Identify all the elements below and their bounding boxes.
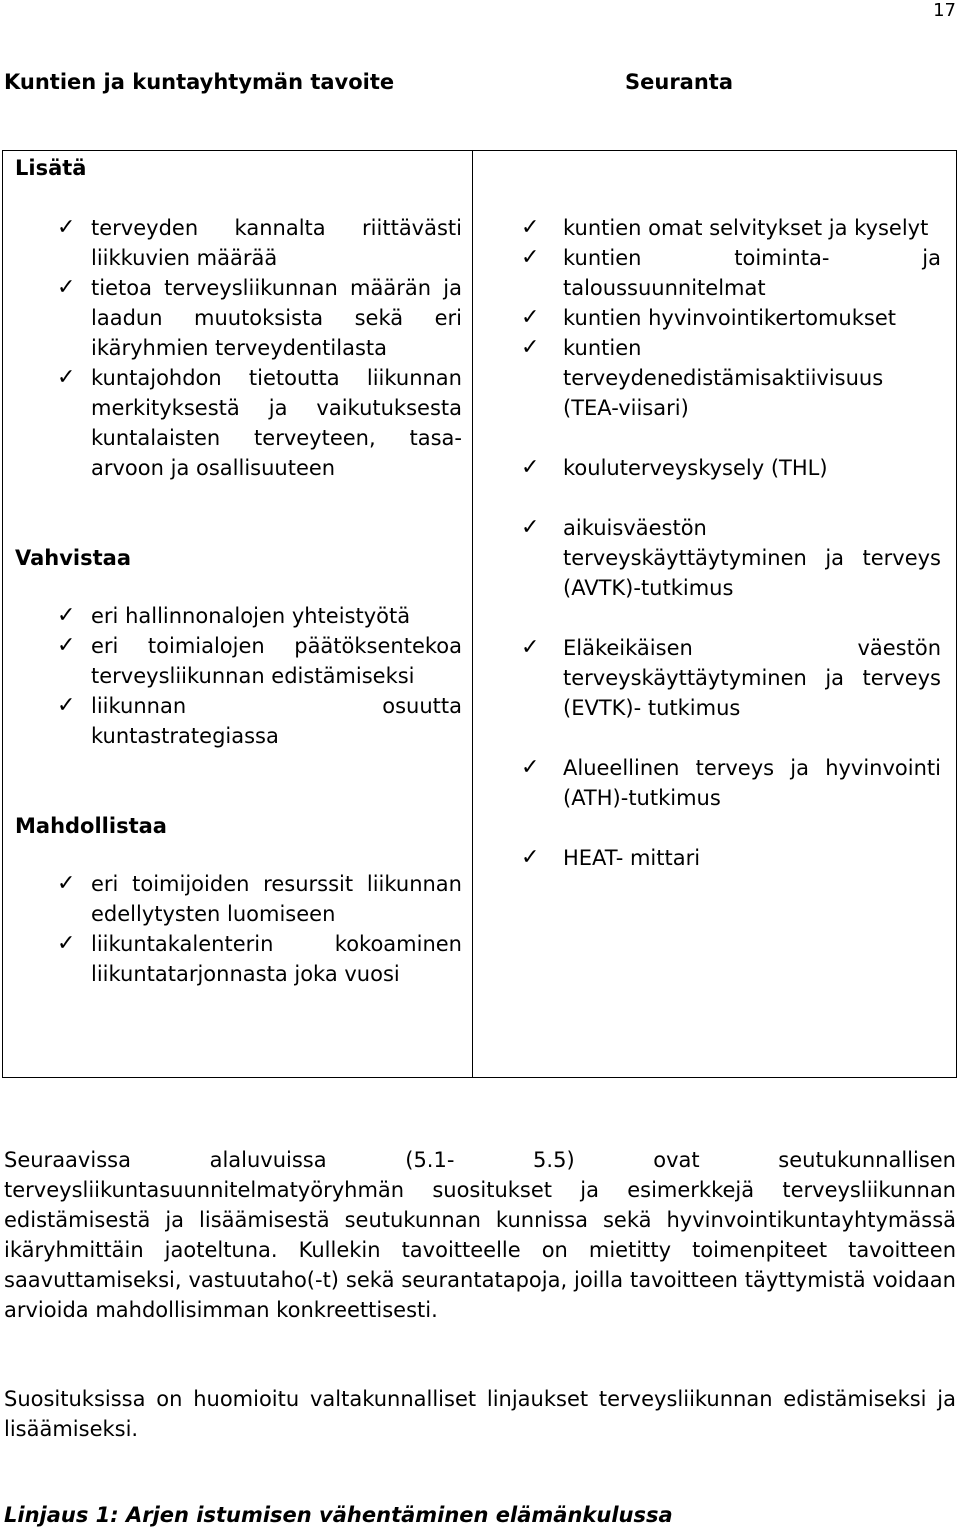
check-icon: ✓ (57, 603, 76, 628)
lisata-list (15, 213, 462, 483)
check-icon: ✓ (521, 215, 540, 240)
list-item: ✓ HEAT- mittari (521, 843, 941, 873)
check-icon: ✓ (57, 693, 76, 718)
section-title-mahdollistaa: Mahdollistaa (15, 814, 167, 838)
check-icon: ✓ (521, 845, 540, 870)
list-item: ✓ kuntajohdon tietoutta liikunnan merkityksestä ja vaikutuksesta kuntalaisten terveyteen, tasa-arvoon ja osallisuuteen (57, 365, 462, 480)
body-paragraph: Seuraavissa alaluvuissa (5.1- 5.5) ovat seutukunnallisen terveysliikuntasuunnitelmatyöryhmän suositukset ja esimerkkejä terveysliikunnan edistämisestä ja lisäämisestä seutukunnan kunnissa sekä hyvinvointikuntayhtymässä ikäryhmittäin jaoteltuna. Kullekin tavoitteelle on mietitty toimenpiteet tavoitteen saavuttamiseksi, vastuutaho(-t) sekä seurantatapoja, joilla tavoitteen täyttymistä voidaan arvioida mahdollisimman konkreettisesti. (4, 1148, 956, 1322)
vahvistaa-list (15, 601, 462, 751)
list-item: ✓ kouluterveyskysely (THL) (521, 453, 941, 483)
list-item: ✓ Alueellinen terveys ja hyvinvointi (ATH)-tutkimus (521, 755, 941, 810)
check-icon: ✓ (57, 365, 76, 390)
list-item: ✓ kuntien omat selvitykset ja kyselyt (521, 213, 941, 243)
list-item: ✓ kuntien terveydenedistämisaktiivisuus (TEA-viisari) (521, 335, 884, 420)
list-item: ✓ Eläkeikäisen väestön terveyskäyttäytyminen ja terveys (EVTK)- tutkimus (521, 635, 941, 720)
list-item: ✓ aikuisväestön terveyskäyttäytyminen ja terveys (AVTK)-tutkimus (521, 515, 941, 600)
check-icon: ✓ (57, 275, 76, 300)
check-icon: ✓ (521, 245, 540, 270)
body-paragraph: Suosituksissa on huomioitu valtakunnalliset linjaukset terveysliikunnan edistämiseksi ja lisäämiseksi. (4, 1387, 956, 1441)
column-heading-goal: Kuntien ja kuntayhtymän tavoite (4, 70, 395, 94)
check-icon: ✓ (521, 635, 540, 660)
check-icon: ✓ (521, 335, 540, 360)
section-title-vahvistaa: Vahvistaa (15, 546, 131, 570)
check-icon: ✓ (57, 215, 76, 240)
check-icon: ✓ (57, 931, 76, 956)
list-item: ✓ liikunnan osuutta kuntastrategiassa (57, 693, 462, 748)
list-item: ✓ liikuntakalenterin kokoaminen liikuntatarjonnasta joka vuosi (57, 931, 462, 986)
goals-table (2, 150, 957, 1078)
mahdollistaa-list (15, 869, 462, 989)
list-item: ✓ eri toimijoiden resurssit liikunnan edellytysten luomiseen (57, 871, 462, 926)
page-number: 17 (933, 0, 956, 21)
list-item: ✓ kuntien toiminta- ja taloussuunnitelmat (521, 245, 941, 300)
column-heading-monitoring: Seuranta (625, 70, 734, 94)
list-item: ✓ kuntien hyvinvointikertomukset (521, 303, 941, 333)
section-title-lisata: Lisätä (15, 156, 87, 180)
list-item: ✓ eri toimialojen päätöksentekoa terveysliikunnan edistämiseksi (57, 633, 462, 688)
list-item: ✓ tietoa terveysliikunnan määrän ja laadun muutoksista sekä eri ikäryhmien terveydentilasta (57, 275, 462, 360)
column-divider (472, 151, 473, 1077)
check-icon: ✓ (57, 633, 76, 658)
monitoring-list (521, 213, 941, 873)
check-icon: ✓ (521, 305, 540, 330)
check-icon: ✓ (521, 755, 540, 780)
check-icon: ✓ (57, 871, 76, 896)
section-heading-linjaus: Linjaus 1: Arjen istumisen vähentäminen elämänkulussa (4, 1503, 673, 1527)
check-icon: ✓ (521, 515, 540, 540)
check-icon: ✓ (521, 455, 540, 480)
list-item: ✓ terveyden kannalta riittävästi liikkuvien määrää (57, 215, 462, 270)
list-item: ✓ eri hallinnonalojen yhteistyötä (15, 601, 462, 631)
